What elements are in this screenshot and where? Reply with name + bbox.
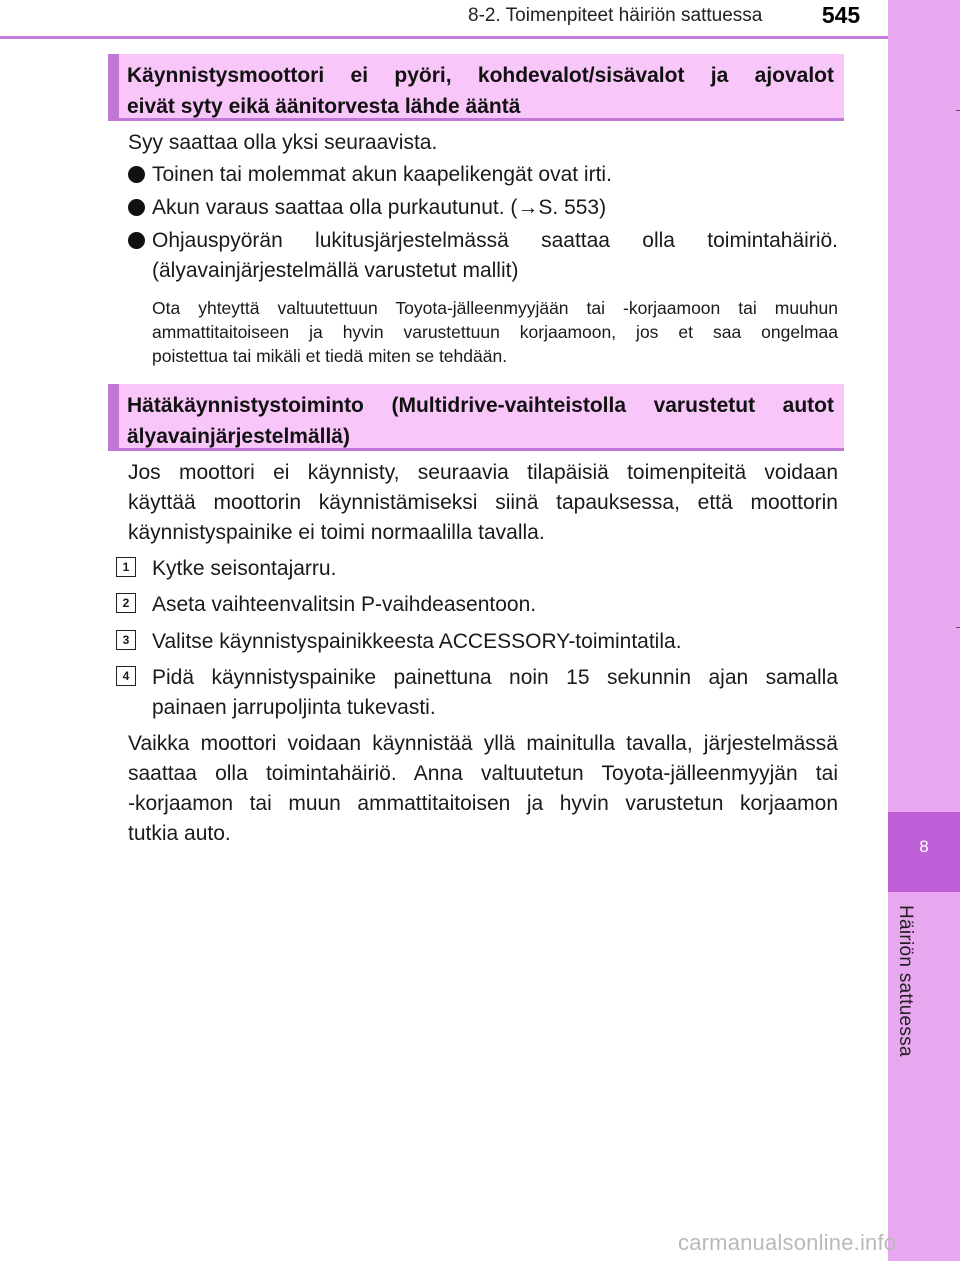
step-item — [116, 663, 838, 723]
note-line: ammattitaitoiseen ja hyvin varustettuun korjaamoon, jos et saa ongelmaa — [152, 322, 838, 342]
bullet-icon — [128, 199, 145, 216]
list-item — [128, 160, 838, 190]
step-number: 2 — [116, 593, 136, 613]
list-item — [128, 226, 838, 286]
paragraph-line: Vaikka moottori voidaan käynnistää yllä mainitulla tavalla, järjestelmässä — [128, 732, 838, 755]
watermark-text: carmanualsonline.info — [678, 1230, 897, 1255]
header-divider — [0, 36, 888, 39]
heading-line: älyavainjärjestelmällä) — [127, 425, 350, 448]
chapter-side-tab — [888, 0, 960, 1261]
step-number: 1 — [116, 557, 136, 577]
section-heading-starter — [108, 54, 844, 121]
heading-line: eivät syty eikä äänitorvesta lähde ääntä — [127, 95, 521, 118]
heading-line: Hätäkäynnistystoiminto (Multidrive-vaihteistolla varustetut autot — [127, 394, 834, 417]
note-text — [152, 296, 838, 368]
step-text: Kytke seisontajarru. — [152, 557, 337, 580]
list-item-text — [152, 226, 838, 286]
note-line: Ota yhteyttä valtuutettuun Toyota-jälleenmyyjään tai -korjaamoon tai muuhun — [152, 298, 838, 318]
chapter-section-title: 8-2. Toimenpiteet häiriön sattuessa — [468, 5, 763, 26]
step-item — [116, 554, 838, 584]
bullet-icon — [128, 232, 145, 249]
list-item-text: Toinen tai molemmat akun kaapelikengät ovat irti. — [152, 163, 612, 186]
note-line: poistettua tai mikäli et tiedä miten se tehdään. — [152, 346, 508, 366]
step-text — [152, 663, 838, 723]
page-number: 545 — [821, 2, 861, 28]
side-tick-mark — [956, 110, 960, 111]
section-intro — [128, 458, 838, 548]
step-item — [116, 590, 838, 620]
step-item — [116, 627, 838, 657]
paragraph-line: -korjaamon tai muun ammattitaitoisen ja hyvin varustetun korjaamon — [128, 792, 838, 815]
bullet-icon — [128, 166, 145, 183]
paragraph-line: saattaa olla toimintahäiriö. Anna valtuutetun Toyota-jälleenmyyjän tai — [128, 762, 838, 785]
list-item — [128, 193, 838, 223]
closing-paragraph — [128, 729, 838, 849]
side-tick-mark — [956, 627, 960, 628]
step-number: 4 — [116, 666, 136, 686]
section-intro: Syy saattaa olla yksi seuraavista. — [128, 131, 438, 154]
step-text: Valitse käynnistyspainikkeesta ACCESSORY-toimintatila. — [152, 630, 682, 653]
step-text: Aseta vaihteenvalitsin P-vaihdeasentoon. — [152, 593, 537, 616]
list-item-line: (älyavainjärjestelmällä varustetut mallit) — [152, 259, 519, 282]
paragraph-line: käynnistyspainike ei toimi normaalilla tavalla. — [128, 521, 545, 544]
paragraph-line: käyttää moottorin käynnistämiseksi siinä tapauksessa, että moottorin — [128, 491, 838, 514]
paragraph-line: tutkia auto. — [128, 822, 231, 845]
step-number: 3 — [116, 630, 136, 650]
list-item-text: Akun varaus saattaa olla purkautunut. (→S. 553) — [152, 196, 607, 219]
heading-line: Käynnistysmoottori ei pyöri, kohdevalot/sisävalot ja ajovalot — [127, 64, 834, 87]
step-line: Pidä käynnistyspainike painettuna noin 15 sekunnin ajan samalla — [152, 666, 838, 689]
step-line: painaen jarrupoljinta tukevasti. — [152, 696, 436, 719]
chapter-side-label: Häiriön sattuessa — [895, 905, 916, 1057]
section-heading-emergency-start — [108, 384, 844, 451]
paragraph-line: Jos moottori ei käynnisty, seuraavia tilapäisiä toimenpiteitä voidaan — [128, 461, 838, 484]
chapter-number-tab: 8 — [888, 812, 960, 892]
list-item-line: Ohjauspyörän lukitusjärjestelmässä saattaa olla toimintahäiriö. — [152, 229, 838, 252]
